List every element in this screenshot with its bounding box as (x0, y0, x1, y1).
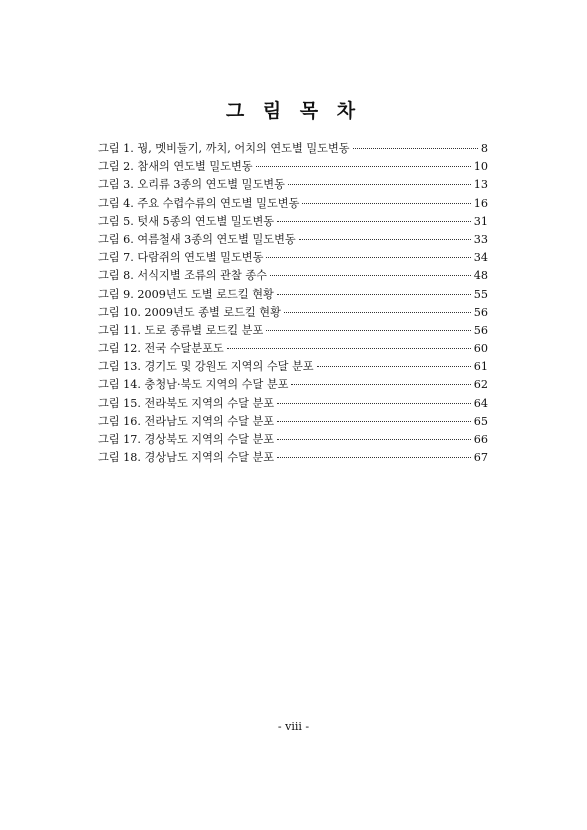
toc-entry[interactable] (98, 431, 488, 449)
toc-entry-label: 그림 16. 전라남도 지역의 수달 분포 (98, 414, 275, 428)
toc-entry-label: 그림 17. 경상북도 지역의 수달 분포 (98, 433, 275, 446)
dot-leader (277, 457, 471, 458)
toc-entry[interactable] (98, 395, 488, 413)
page-number: - viii - (277, 720, 310, 733)
toc-entry-page: 61 (473, 360, 488, 374)
figure-list (98, 140, 488, 467)
toc-entry[interactable] (98, 176, 488, 194)
toc-entry-page: 33 (473, 232, 488, 246)
toc-entry-label: 그림 6. 여름철새 3종의 연도별 밀도변동 (98, 232, 296, 246)
toc-entry-label: 그림 4. 주요 수렵수류의 연도별 밀도변동 (98, 196, 300, 210)
dot-leader (291, 384, 470, 385)
toc-entry-label: 그림 12. 전국 수달분포도 (98, 342, 224, 356)
dot-leader (299, 239, 471, 240)
toc-entry-page: 55 (473, 287, 488, 301)
page-title: 그 림 목 차 (225, 100, 362, 122)
toc-entry[interactable] (98, 213, 488, 231)
dot-leader (270, 275, 471, 276)
toc-entry[interactable] (98, 304, 488, 322)
toc-entry[interactable] (98, 267, 488, 285)
dot-leader (277, 221, 471, 222)
toc-entry[interactable] (98, 158, 488, 176)
dot-leader (277, 439, 471, 440)
toc-entry-page: 64 (473, 396, 488, 410)
toc-entry[interactable] (98, 449, 488, 467)
toc-entry[interactable] (98, 140, 488, 158)
toc-entry[interactable] (98, 231, 488, 249)
toc-entry-label: 그림 15. 전라북도 지역의 수달 분포 (98, 396, 275, 410)
dot-leader (256, 166, 471, 167)
dot-leader (227, 348, 471, 349)
dot-leader (277, 421, 471, 422)
toc-entry[interactable] (98, 376, 488, 394)
toc-entry-label: 그림 7. 다람쥐의 연도별 밀도변동 (98, 251, 264, 265)
dot-leader (266, 257, 470, 258)
toc-entry-page: 31 (473, 214, 488, 228)
toc-entry-page: 10 (473, 160, 488, 174)
toc-entry-label: 그림 5. 텃새 5종의 연도별 밀도변동 (98, 214, 275, 228)
toc-entry[interactable] (98, 195, 488, 213)
toc-entry[interactable] (98, 413, 488, 431)
toc-entry[interactable] (98, 358, 488, 376)
toc-entry-label: 그림 14. 충청남·북도 지역의 수달 분포 (98, 378, 289, 392)
toc-entry[interactable] (98, 340, 488, 358)
toc-entry[interactable] (98, 322, 488, 340)
toc-entry-page: 48 (473, 269, 488, 283)
toc-entry-label: 그림 10. 2009년도 종별 로드킬 현황 (98, 305, 281, 319)
dot-leader (302, 203, 470, 204)
toc-entry-page: 34 (473, 251, 488, 265)
toc-entry-page: 13 (473, 178, 488, 192)
dot-leader (277, 294, 471, 295)
toc-entry-label: 그림 13. 경기도 및 강원도 지역의 수달 분포 (98, 360, 314, 374)
toc-entry-page: 66 (473, 433, 488, 446)
toc-entry-page: 67 (473, 451, 488, 465)
dot-leader (317, 366, 471, 367)
toc-entry-page: 65 (473, 414, 488, 428)
dot-leader (353, 148, 478, 149)
toc-entry-label: 그림 9. 2009년도 도별 로드킬 현황 (98, 287, 274, 301)
toc-entry[interactable] (98, 249, 488, 267)
toc-entry-label: 그림 11. 도로 종류별 로드킬 분포 (98, 323, 264, 337)
dot-leader (277, 403, 471, 404)
toc-entry-label: 그림 18. 경상남도 지역의 수달 분포 (98, 451, 275, 465)
toc-entry-label: 그림 1. 꿩, 멧비둘기, 까치, 어치의 연도별 밀도변동 (98, 142, 350, 155)
toc-entry[interactable] (98, 286, 488, 304)
toc-entry-page: 56 (473, 305, 488, 319)
toc-entry-page: 60 (473, 342, 488, 356)
toc-entry-page: 8 (480, 142, 488, 155)
dot-leader (266, 330, 470, 331)
toc-entry-page: 62 (473, 378, 488, 392)
toc-entry-label: 그림 2. 참새의 연도별 밀도변동 (98, 160, 253, 174)
toc-entry-page: 16 (473, 196, 488, 210)
toc-entry-label: 그림 8. 서식지별 조류의 관찰 종수 (98, 269, 267, 283)
dot-leader (284, 312, 471, 313)
toc-entry-page: 56 (473, 323, 488, 337)
dot-leader (288, 184, 471, 185)
toc-entry-label: 그림 3. 오리류 3종의 연도별 밀도변동 (98, 178, 285, 192)
